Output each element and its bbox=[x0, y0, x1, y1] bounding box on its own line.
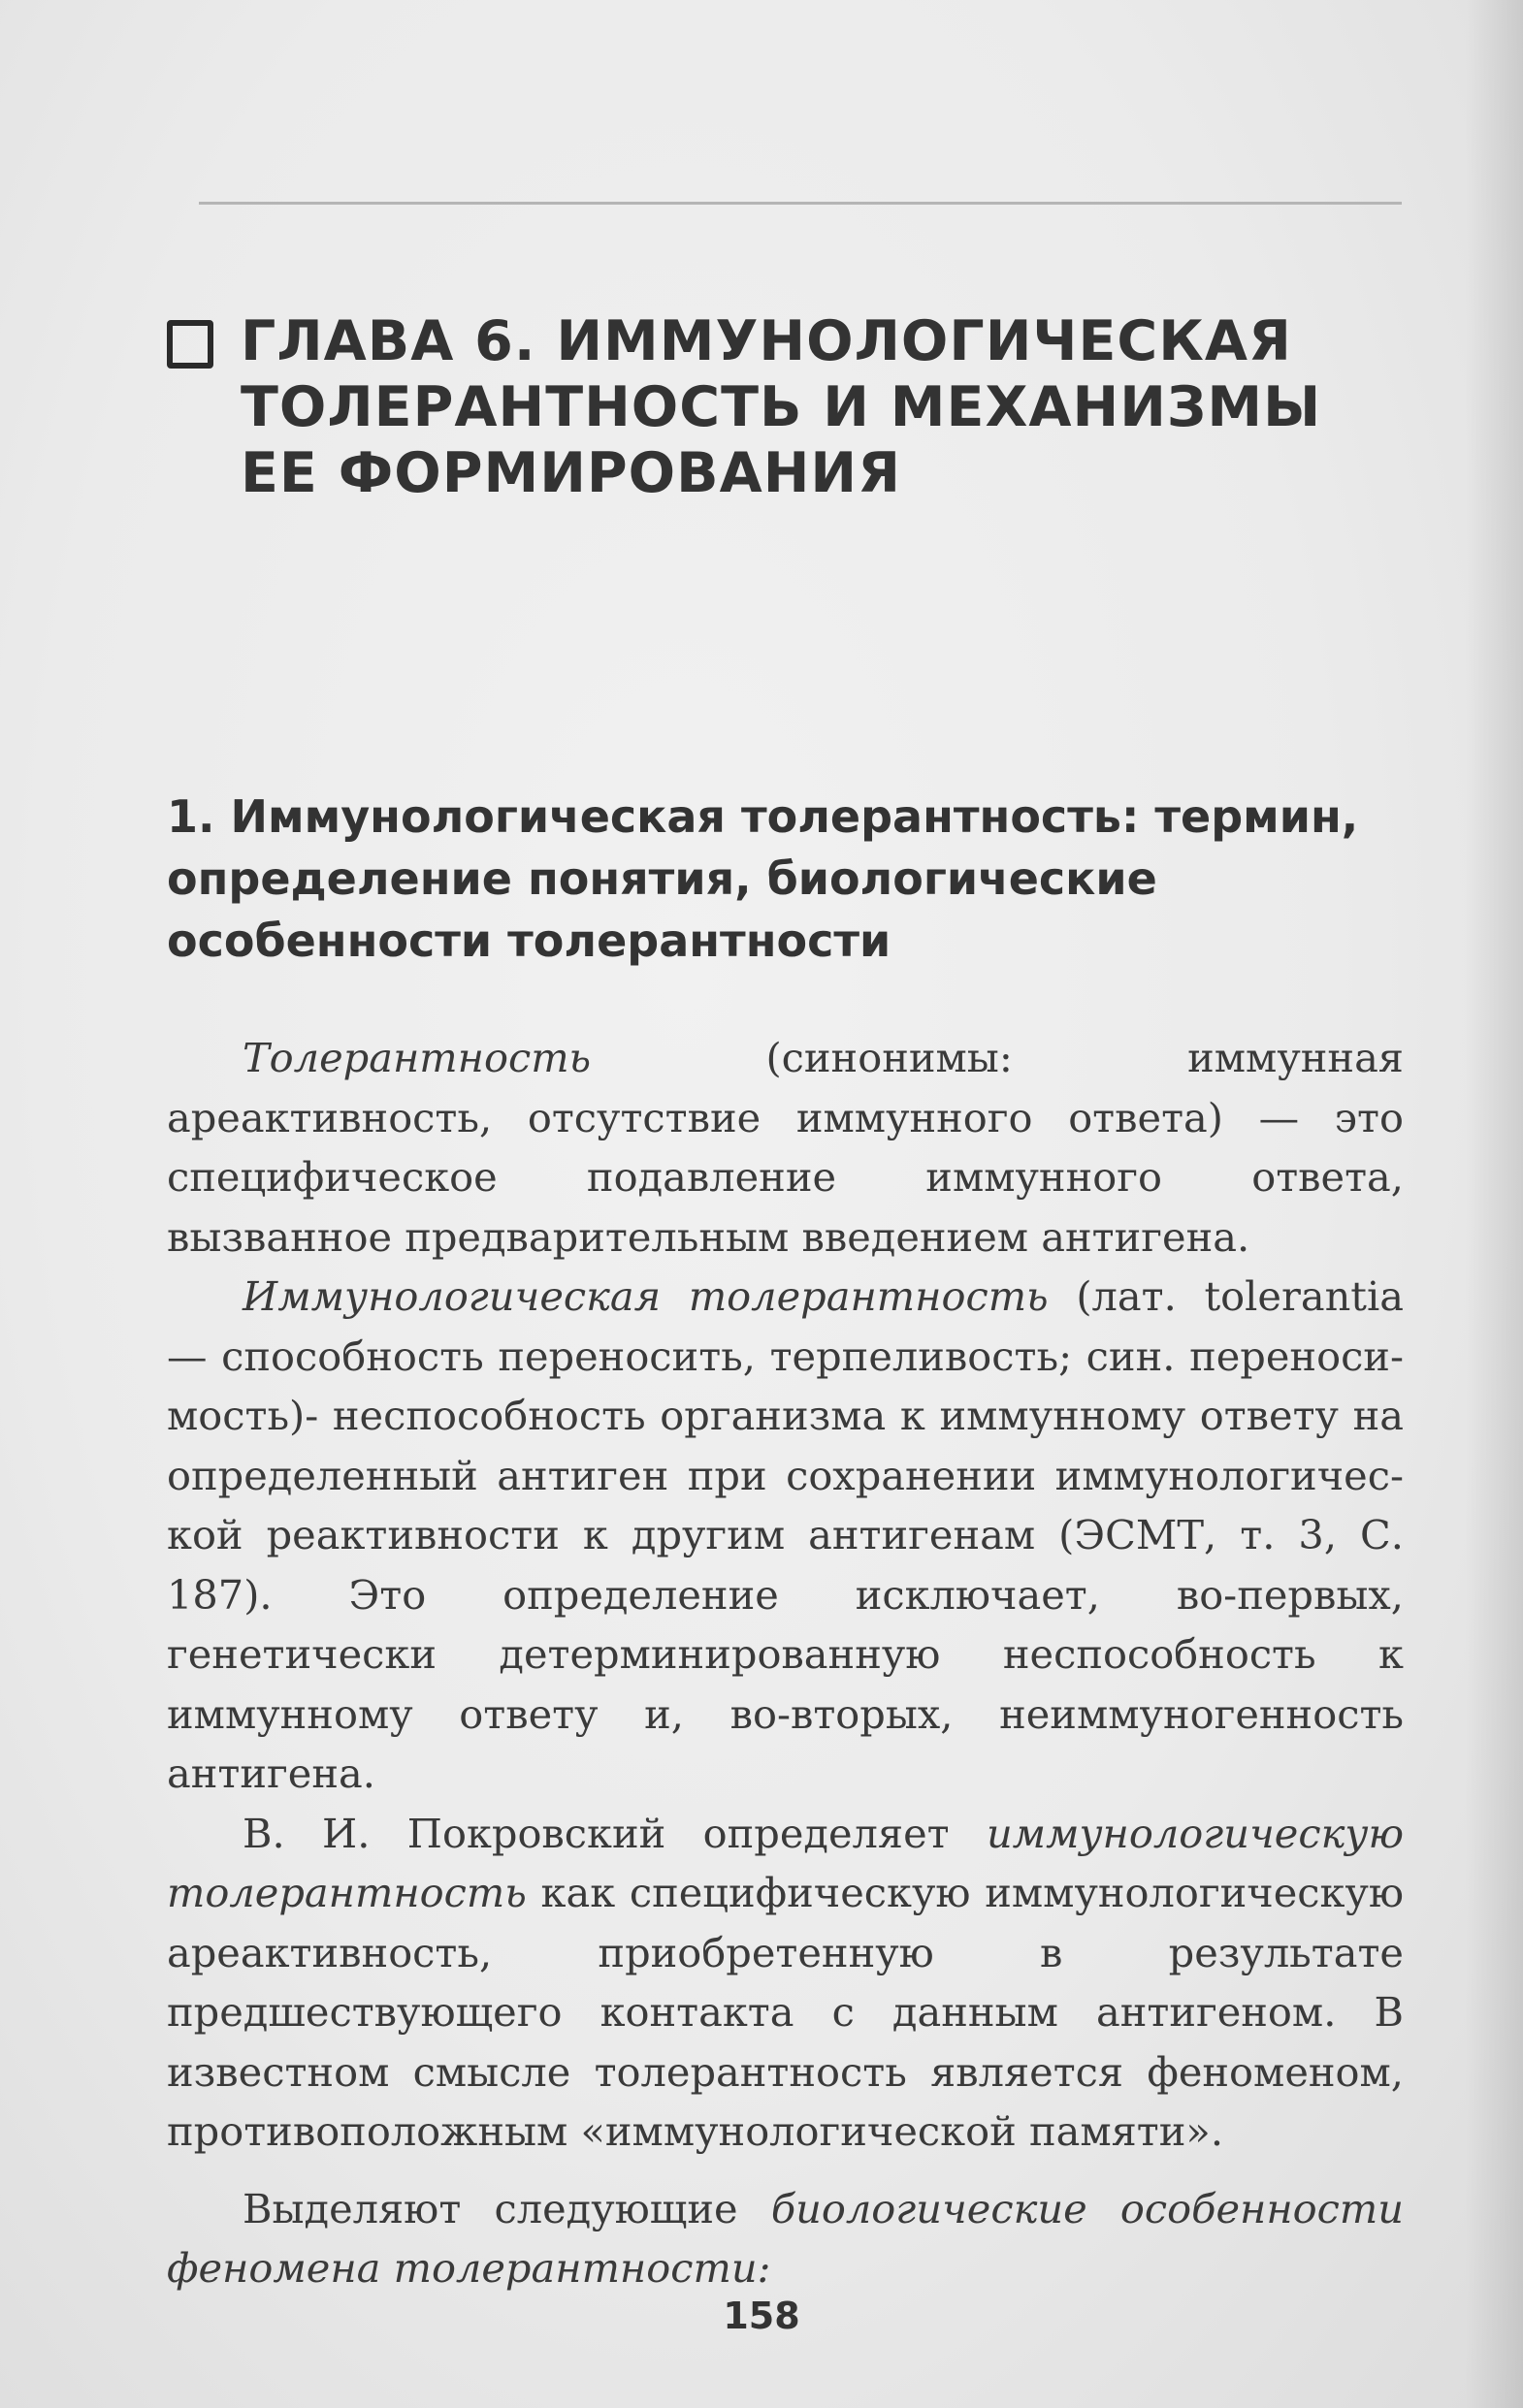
term-immunological-tolerance: Иммунологическая толерантность bbox=[243, 1272, 1049, 1320]
paragraph-4-lead: Выделяют следующие bbox=[243, 2184, 771, 2232]
page-number: 158 bbox=[723, 2295, 800, 2337]
header-rule bbox=[199, 202, 1402, 205]
checkbox-square-icon bbox=[167, 320, 213, 369]
chapter-title: ГЛАВА 6. ИММУНОЛОГИЧЕСКАЯ ТОЛЕРАНТНОСТЬ И МЕХАНИЗМЫ ЕЕ ФОРМИРОВАНИЯ bbox=[241, 309, 1322, 505]
term-biological-features: биологические особенности феномена толерантности: bbox=[167, 2184, 1404, 2292]
paragraph-1-text: (синонимы: иммунная ареактивность, отсутствие иммунного ответа) — это специфическое подавление иммунного ответа, вызванное предварительным введением антигена. bbox=[167, 1034, 1404, 1261]
paragraph-2 bbox=[167, 1267, 1404, 1804]
paragraph-2-text: (лат. tolerantia — способность переносить, терпеливость; син. переносимость)- неспособность организма к иммунному ответу на определенный антиген при сохранении иммунологической реактивности к другим антигенам (ЭСМТ, т. 3, С. 187). Это определение исключает, во-первых, генетически детерминированную неспособность к иммунному ответу и, во-вторых, неиммуногенность антигена. bbox=[167, 1272, 1404, 1797]
paragraph-3-text: как специфическую иммунологическую ареактивность, приобретенную в результате предшествующего контакта с данным антигеном. В известном смысле толерантность является феноменом, противоположным «иммунологической памяти». bbox=[167, 1869, 1404, 2155]
paragraph-3 bbox=[167, 1804, 1404, 2162]
chapter-heading bbox=[167, 308, 1418, 506]
term-pokrovsky: иммунологическую толерантность bbox=[167, 1809, 1404, 1916]
section-title: 1. Иммунологическая толерантность: термин, определение понятия, биологические особенности толерантности bbox=[167, 790, 1359, 967]
body-text bbox=[167, 1028, 1404, 2298]
paragraph-3-lead: В. И. Покровский определяет bbox=[243, 1809, 987, 1857]
paragraph-4 bbox=[167, 2179, 1404, 2298]
paragraph-1 bbox=[167, 1028, 1404, 1267]
term-tolerance: Толерантность bbox=[243, 1034, 592, 1081]
